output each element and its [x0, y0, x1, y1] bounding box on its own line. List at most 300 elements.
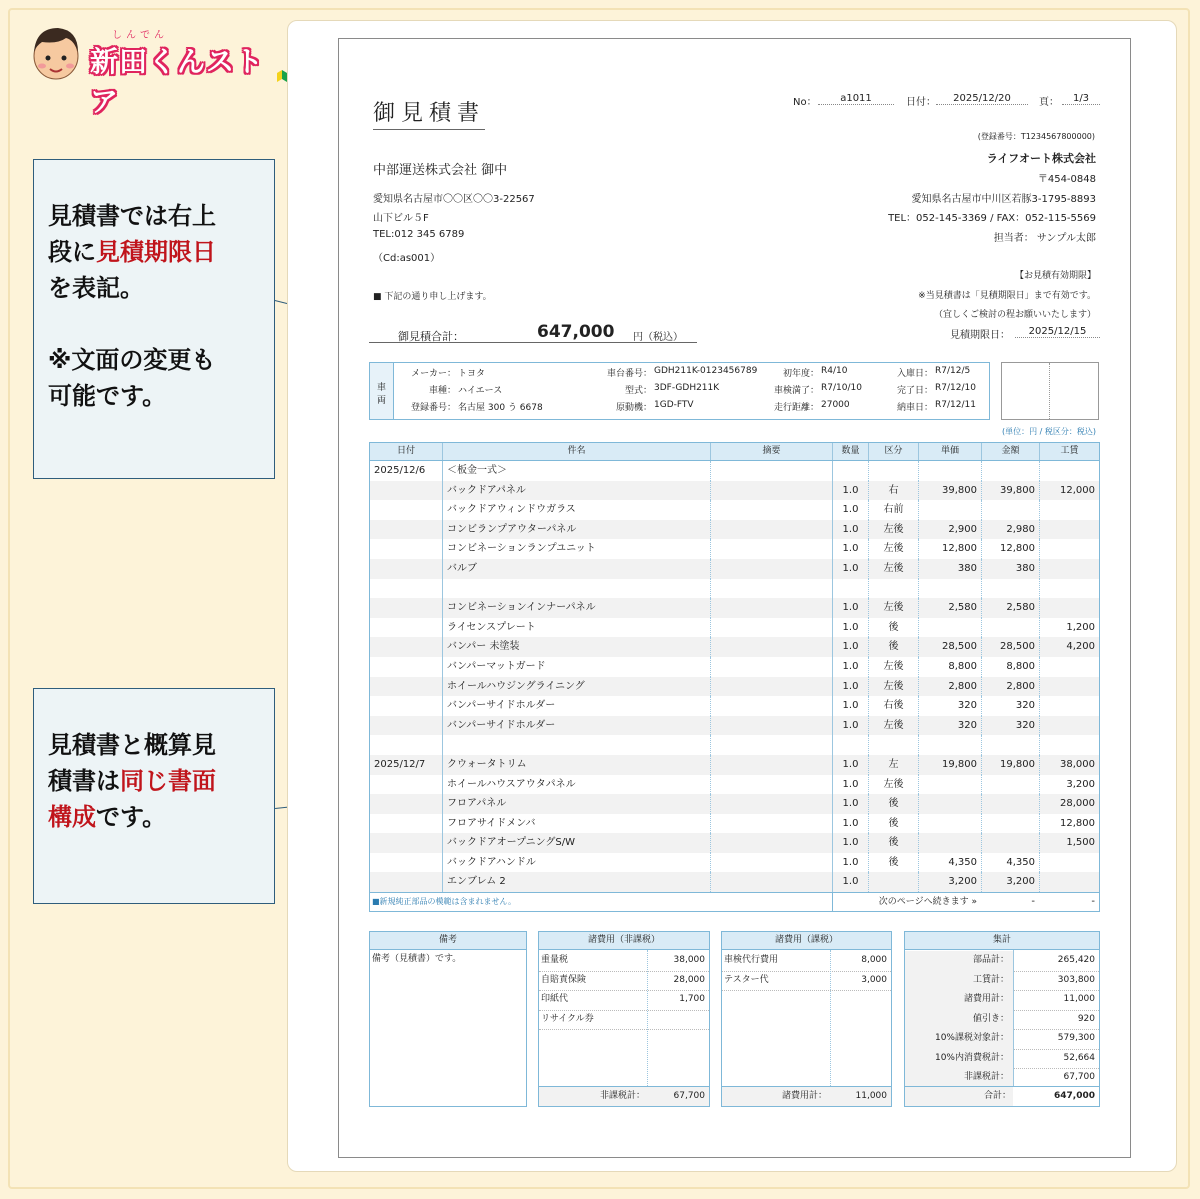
column-header: 区分: [868, 443, 918, 460]
customer-code: （Cd:as001）: [373, 253, 441, 264]
vehicle-side-label-2: 両: [377, 396, 387, 406]
validity-text-2: （宜しくご検討の程お願いいたします）: [933, 310, 1096, 320]
box-item-value: 28,000: [673, 974, 705, 985]
table-row: [370, 853, 1099, 873]
table-cell: [1039, 735, 1099, 755]
table-cell: [918, 814, 981, 834]
table-cell: [832, 461, 868, 481]
table-cell: 8,800: [918, 657, 981, 677]
table-row: [370, 618, 1099, 638]
table-footer: [370, 892, 1099, 911]
table-cell: [370, 833, 442, 853]
table-cell: 1.0: [832, 677, 868, 697]
table-cell: 380: [981, 559, 1039, 579]
table-cell: 左後: [868, 559, 918, 579]
box-item-label: 工賃計：: [972, 974, 1009, 985]
table-cell: [981, 500, 1039, 520]
note-text: です。: [96, 803, 167, 831]
table-cell: バルブ: [442, 559, 710, 579]
box-item-value: 38,000: [673, 955, 705, 965]
vehicle-field-value: ハイエース: [458, 386, 503, 396]
tax-title: 諸費用（課税）: [722, 932, 891, 950]
table-cell: [370, 618, 442, 638]
table-cell: 19,800: [918, 755, 981, 775]
table-row: [370, 559, 1099, 579]
table-row: [370, 755, 1099, 775]
table-cell: [710, 696, 832, 716]
table-row: [370, 794, 1099, 814]
logo-ruby: しんでん: [112, 30, 168, 41]
total-unit: 円（税込）: [633, 332, 683, 343]
column-header: 件名: [442, 443, 710, 460]
table-cell: バンパーサイドホルダー: [442, 696, 710, 716]
date-label: 日付：: [906, 97, 936, 108]
table-cell: 後: [868, 833, 918, 853]
box-item-label: 10%内消費税計：: [934, 1052, 1009, 1063]
table-cell: [1039, 657, 1099, 677]
vehicle-field-label: 初年度：: [782, 369, 819, 379]
table-cell: [710, 520, 832, 540]
table-cell: [710, 814, 832, 834]
table-cell: 2025/12/6: [374, 465, 426, 476]
table-cell: [710, 598, 832, 618]
table-cell: バンパーマットガード: [442, 657, 710, 677]
note-highlight: 見積期限日: [96, 238, 216, 266]
registration-number: (登録番号：T1234567800000): [977, 132, 1095, 141]
table-row: [370, 579, 1099, 599]
table-cell: [370, 598, 442, 618]
table-cell: 39,800: [918, 481, 981, 501]
box-item-label: 10%課税対象計：: [934, 1033, 1009, 1043]
table-cell: [710, 461, 832, 481]
table-cell: 右前: [868, 500, 918, 520]
table-cell: [1039, 853, 1099, 873]
table-cell: 1.0: [832, 755, 868, 775]
box-item-label: 非課税計：: [963, 1072, 1009, 1082]
table-cell: [918, 794, 981, 814]
total-label: 御見積合計：: [398, 330, 464, 343]
unit-note: (単位：円 / 税区分：税込): [1001, 427, 1096, 436]
table-cell: [868, 579, 918, 599]
table-cell: 1.0: [832, 559, 868, 579]
table-cell: 320: [918, 716, 981, 736]
vehicle-field-label: 車検満了：: [773, 386, 819, 396]
table-cell: [1039, 872, 1099, 892]
table-cell: バンパーサイドホルダー: [442, 716, 710, 736]
table-cell: [1039, 677, 1099, 697]
table-cell: 1.0: [832, 637, 868, 657]
column-header: 日付: [396, 446, 415, 456]
table-cell: 39,800: [981, 481, 1039, 501]
note-deadline: [33, 159, 275, 479]
table-row: [370, 735, 1099, 755]
table-cell: [370, 794, 442, 814]
table-cell: 左後: [868, 775, 918, 795]
table-row: [370, 520, 1099, 540]
nontax-total-value: 67,700: [673, 1091, 705, 1101]
table-cell: [981, 618, 1039, 638]
vehicle-field-value: トヨタ: [458, 369, 486, 379]
box-item-label: テスター代: [724, 974, 769, 985]
footer-next-page: 次のページへ続きます »: [832, 893, 981, 911]
box-item-value: 1,700: [679, 994, 705, 1004]
table-cell: [918, 461, 981, 481]
table-cell: [918, 618, 981, 638]
vehicle-field-label: 完了日：: [896, 386, 933, 396]
customer-address-2: 山下ビル５F: [373, 213, 429, 224]
table-cell: [868, 735, 918, 755]
footer-dash-amount: -: [1031, 896, 1035, 908]
table-cell: バックドアウィンドウガラス: [442, 500, 710, 520]
nontax-box: [538, 931, 710, 1107]
table-cell: 右: [868, 481, 918, 501]
table-cell: コンビランプアウターパネル: [442, 520, 710, 540]
table-cell: [832, 735, 868, 755]
vehicle-field-label: メーカー：: [411, 369, 456, 379]
table-cell: [981, 833, 1039, 853]
summary-box: [904, 931, 1100, 1107]
table-cell: [981, 735, 1039, 755]
table-cell: 3,200: [1039, 775, 1099, 795]
table-cell: 1.0: [832, 696, 868, 716]
vehicle-field-label: 車台番号：: [606, 369, 652, 379]
note-line: [48, 727, 260, 763]
table-cell: [918, 735, 981, 755]
table-cell: 320: [918, 696, 981, 716]
vehicle-info-box: [369, 362, 990, 420]
table-cell: 左後: [868, 657, 918, 677]
table-row: [370, 657, 1099, 677]
note-line: [48, 198, 260, 234]
store-logo[interactable]: [28, 22, 288, 118]
table-row: [370, 716, 1099, 736]
table-cell: [370, 814, 442, 834]
table-cell: 1.0: [832, 520, 868, 540]
doc-date: 2025/12/20: [936, 93, 1028, 105]
table-row: [370, 775, 1099, 795]
vehicle-field-value: R4/10: [821, 366, 848, 376]
table-cell: 左後: [868, 677, 918, 697]
table-row: [370, 637, 1099, 657]
table-row: [370, 814, 1099, 834]
table-row: [370, 461, 1099, 481]
customer-name: 中部運送株式会社 御中: [373, 163, 508, 178]
table-cell: [918, 500, 981, 520]
table-cell: [1039, 539, 1099, 559]
table-row: [370, 598, 1099, 618]
no-label: No：: [793, 97, 817, 108]
table-cell: 28,000: [1039, 794, 1099, 814]
table-cell: 4,350: [981, 853, 1039, 873]
table-cell: 1.0: [832, 775, 868, 795]
company-address: 愛知県名古屋市中川区若豚3-1795-8893: [911, 194, 1096, 205]
table-row: [370, 696, 1099, 716]
table-cell: 12,800: [1039, 814, 1099, 834]
table-cell: [370, 677, 442, 697]
table-cell: [370, 520, 442, 540]
tax-box: [721, 931, 892, 1107]
table-cell: バックドアハンドル: [442, 853, 710, 873]
table-cell: [981, 461, 1039, 481]
table-cell: 1.0: [832, 794, 868, 814]
grand-total-label: 合計：: [983, 1091, 1011, 1101]
box-item-label: 自賠責保険: [541, 974, 587, 985]
table-cell: 1.0: [832, 598, 868, 618]
table-cell: [1039, 559, 1099, 579]
table-cell: 12,800: [981, 539, 1039, 559]
vehicle-field-value: 27000: [821, 400, 850, 410]
box-item-value: 8,000: [861, 955, 887, 965]
table-cell: [710, 775, 832, 795]
table-cell: ＜板金一式＞: [442, 461, 710, 481]
table-cell: 1.0: [832, 657, 868, 677]
table-cell: [918, 775, 981, 795]
total-amount: 647,000: [537, 322, 615, 342]
footer-note: ■新規純正部品の模範は含まれません。: [372, 897, 517, 907]
table-cell: 320: [981, 696, 1039, 716]
table-cell: エンブレム 2: [442, 872, 710, 892]
vehicle-field-value: 3DF-GDH211K: [654, 383, 720, 393]
note-highlight: 同じ書面: [120, 767, 216, 795]
table-cell: [370, 657, 442, 677]
note-line: [48, 270, 260, 306]
validity-title: 【お見積有効期限】: [1014, 271, 1096, 281]
table-cell: [832, 579, 868, 599]
table-cell: [868, 461, 918, 481]
company-name: ライフオート株式会社: [986, 152, 1096, 165]
box-item-value: 67,700: [1063, 1072, 1095, 1082]
validity-text-1: ※当見積書は「見積期限日」まで有効です。: [918, 291, 1096, 301]
box-item-label: 重量税: [541, 955, 569, 965]
table-row: [370, 481, 1099, 501]
vehicle-field-label: 型式：: [624, 386, 652, 396]
box-item-value: 265,420: [1057, 955, 1095, 965]
table-cell: 右後: [868, 696, 918, 716]
table-cell: [710, 579, 832, 599]
table-cell: 1,200: [1039, 618, 1099, 638]
table-cell: 1.0: [832, 481, 868, 501]
table-cell: 後: [868, 637, 918, 657]
table-cell: [918, 833, 981, 853]
table-cell: 後: [868, 794, 918, 814]
table-cell: クウォータトリム: [442, 755, 710, 775]
table-cell: 4,350: [918, 853, 981, 873]
note-text: 見積書と概算見: [48, 731, 216, 759]
table-cell: [981, 814, 1039, 834]
vehicle-field-value: R7/10/10: [821, 383, 862, 393]
table-cell: 左後: [868, 716, 918, 736]
box-item-label: 印紙代: [541, 994, 569, 1004]
table-cell: 1.0: [832, 618, 868, 638]
vehicle-field-label: 走行距離：: [773, 403, 819, 413]
table-cell: [710, 637, 832, 657]
table-cell: [1039, 598, 1099, 618]
nontax-title: 諸費用（非課税）: [539, 932, 709, 950]
table-cell: [710, 755, 832, 775]
table-cell: 左後: [868, 598, 918, 618]
footer-dash-labor: -: [1091, 896, 1095, 908]
table-cell: [370, 775, 442, 795]
note-highlight: 構成: [48, 803, 96, 831]
table-cell: [710, 853, 832, 873]
table-cell: [1039, 579, 1099, 599]
table-cell: ホイールハウジングライニング: [442, 677, 710, 697]
vehicle-field-value: GDH211K-0123456789: [654, 366, 758, 376]
vehicle-field-value: R7/12/5: [935, 366, 971, 376]
note-text: ※文面の変更も: [48, 346, 216, 374]
company-zip: 〒454-0848: [1037, 174, 1096, 185]
table-cell: 3,200: [918, 872, 981, 892]
intro-text: ■ 下記の通り申し上げます。: [373, 292, 492, 302]
box-item-label: 諸費用計：: [963, 994, 1009, 1004]
vehicle-field-label: 登録番号：: [410, 403, 456, 413]
table-cell: 12,000: [1039, 481, 1099, 501]
vehicle-field-label: 納車日：: [896, 403, 933, 413]
table-cell: 2,980: [981, 520, 1039, 540]
table-cell: [370, 559, 442, 579]
note-same-format: [33, 688, 275, 904]
table-cell: [1039, 461, 1099, 481]
note-line: [48, 378, 260, 414]
vehicle-extra-box: [1001, 362, 1099, 420]
column-header: 数量: [832, 443, 868, 460]
table-cell: フロアサイドメンバ: [442, 814, 710, 834]
box-item-value: 920: [1077, 1013, 1095, 1024]
remarks-box: [369, 931, 527, 1107]
company-tel: TEL：052-145-3369 / FAX：052-115-5569: [888, 213, 1096, 224]
table-row: [370, 500, 1099, 520]
items-table: [369, 442, 1100, 912]
nontax-total-label: 非課税計：: [599, 1091, 645, 1101]
remarks-title: 備考: [370, 932, 526, 950]
table-cell: コンビネーションインナーパネル: [442, 598, 710, 618]
table-cell: 380: [918, 559, 981, 579]
table-cell: 1,500: [1039, 833, 1099, 853]
table-cell: [370, 579, 442, 599]
vehicle-field-label: 入庫日：: [896, 369, 933, 379]
table-cell: [370, 539, 442, 559]
table-cell: [710, 481, 832, 501]
table-cell: 320: [981, 716, 1039, 736]
table-cell: [710, 618, 832, 638]
table-cell: [710, 657, 832, 677]
table-cell: 1.0: [832, 853, 868, 873]
table-cell: 38,000: [1039, 755, 1099, 775]
table-cell: [710, 833, 832, 853]
table-row: [370, 539, 1099, 559]
table-cell: [918, 579, 981, 599]
box-item-label: リサイクル券: [541, 1013, 594, 1024]
note-text: 段に: [48, 238, 96, 266]
box-item-value: 52,664: [1063, 1052, 1095, 1063]
table-cell: 2025/12/7: [374, 758, 426, 770]
table-cell: 1.0: [832, 500, 868, 520]
table-cell: 1.0: [832, 539, 868, 559]
tax-total-label: 諸費用計：: [781, 1091, 827, 1101]
column-header: 工賃: [1039, 443, 1099, 460]
table-cell: [442, 579, 710, 599]
tax-total-value: 11,000: [855, 1091, 887, 1101]
table-cell: [710, 735, 832, 755]
table-cell: 3,200: [981, 872, 1039, 892]
table-cell: コンビネーションランプユニット: [442, 539, 710, 559]
table-cell: 8,800: [981, 657, 1039, 677]
table-cell: 4,200: [1039, 637, 1099, 657]
note-line: [48, 342, 260, 378]
table-cell: [370, 500, 442, 520]
table-cell: 後: [868, 618, 918, 638]
grand-total-value: 647,000: [1054, 1091, 1095, 1101]
table-cell: 2,800: [918, 677, 981, 697]
vehicle-field-label: 原動機：: [615, 403, 652, 413]
table-cell: [442, 735, 710, 755]
table-cell: [370, 872, 442, 892]
vehicle-field-label: 車種：: [428, 386, 456, 396]
box-item-value: 11,000: [1063, 994, 1095, 1004]
table-cell: 左後: [868, 539, 918, 559]
table-cell: ホイールハウスアウタパネル: [442, 775, 710, 795]
table-cell: [370, 637, 442, 657]
table-cell: [710, 677, 832, 697]
note-text: 見積書では右上: [48, 202, 216, 230]
table-cell: [710, 716, 832, 736]
table-cell: フロアパネル: [442, 794, 710, 814]
table-cell: 左後: [868, 520, 918, 540]
box-item-value: 3,000: [861, 974, 887, 985]
column-header: 摘要: [710, 443, 832, 460]
note-line: [48, 763, 260, 799]
table-cell: [370, 853, 442, 873]
page-label: 頁：: [1039, 97, 1059, 108]
table-header: [370, 443, 1099, 461]
table-cell: [370, 481, 442, 501]
vehicle-field-value: R7/12/11: [935, 400, 976, 410]
table-cell: 1.0: [832, 833, 868, 853]
box-item-value: 303,800: [1057, 974, 1095, 985]
note-text: を表記。: [48, 274, 144, 302]
box-item-label: 値引き：: [972, 1013, 1009, 1024]
note-line: [48, 306, 260, 342]
logo-text: 新田くんストア: [90, 45, 265, 118]
table-cell: [1039, 520, 1099, 540]
table-cell: 2,580: [981, 598, 1039, 618]
table-cell: 2,580: [918, 598, 981, 618]
vehicle-field-value: R7/12/10: [935, 383, 976, 393]
table-cell: [981, 794, 1039, 814]
table-row: [370, 833, 1099, 853]
table-cell: [710, 500, 832, 520]
table-cell: 1.0: [832, 716, 868, 736]
person-in-charge: 担当者： サンプル太郎: [993, 233, 1096, 244]
customer-address-1: 愛知県名古屋市〇〇区〇〇3-22567: [373, 194, 535, 205]
doc-number: a1011: [818, 93, 894, 105]
vehicle-field-value: 1GD-FTV: [654, 400, 694, 410]
table-cell: [710, 539, 832, 559]
deadline-label: 見積期限日：: [950, 330, 1010, 341]
table-cell: 2,900: [918, 520, 981, 540]
table-cell: [370, 696, 442, 716]
table-cell: 左: [868, 755, 918, 775]
table-cell: 後: [868, 814, 918, 834]
table-cell: 12,800: [918, 539, 981, 559]
table-cell: 1.0: [832, 814, 868, 834]
deadline-date: 2025/12/15: [1015, 326, 1100, 338]
vehicle-side-label-1: 車: [377, 383, 387, 393]
customer-tel: TEL:012 345 6789: [373, 229, 465, 240]
table-cell: [981, 775, 1039, 795]
note-text: 積書は: [48, 767, 120, 795]
table-cell: [868, 872, 918, 892]
